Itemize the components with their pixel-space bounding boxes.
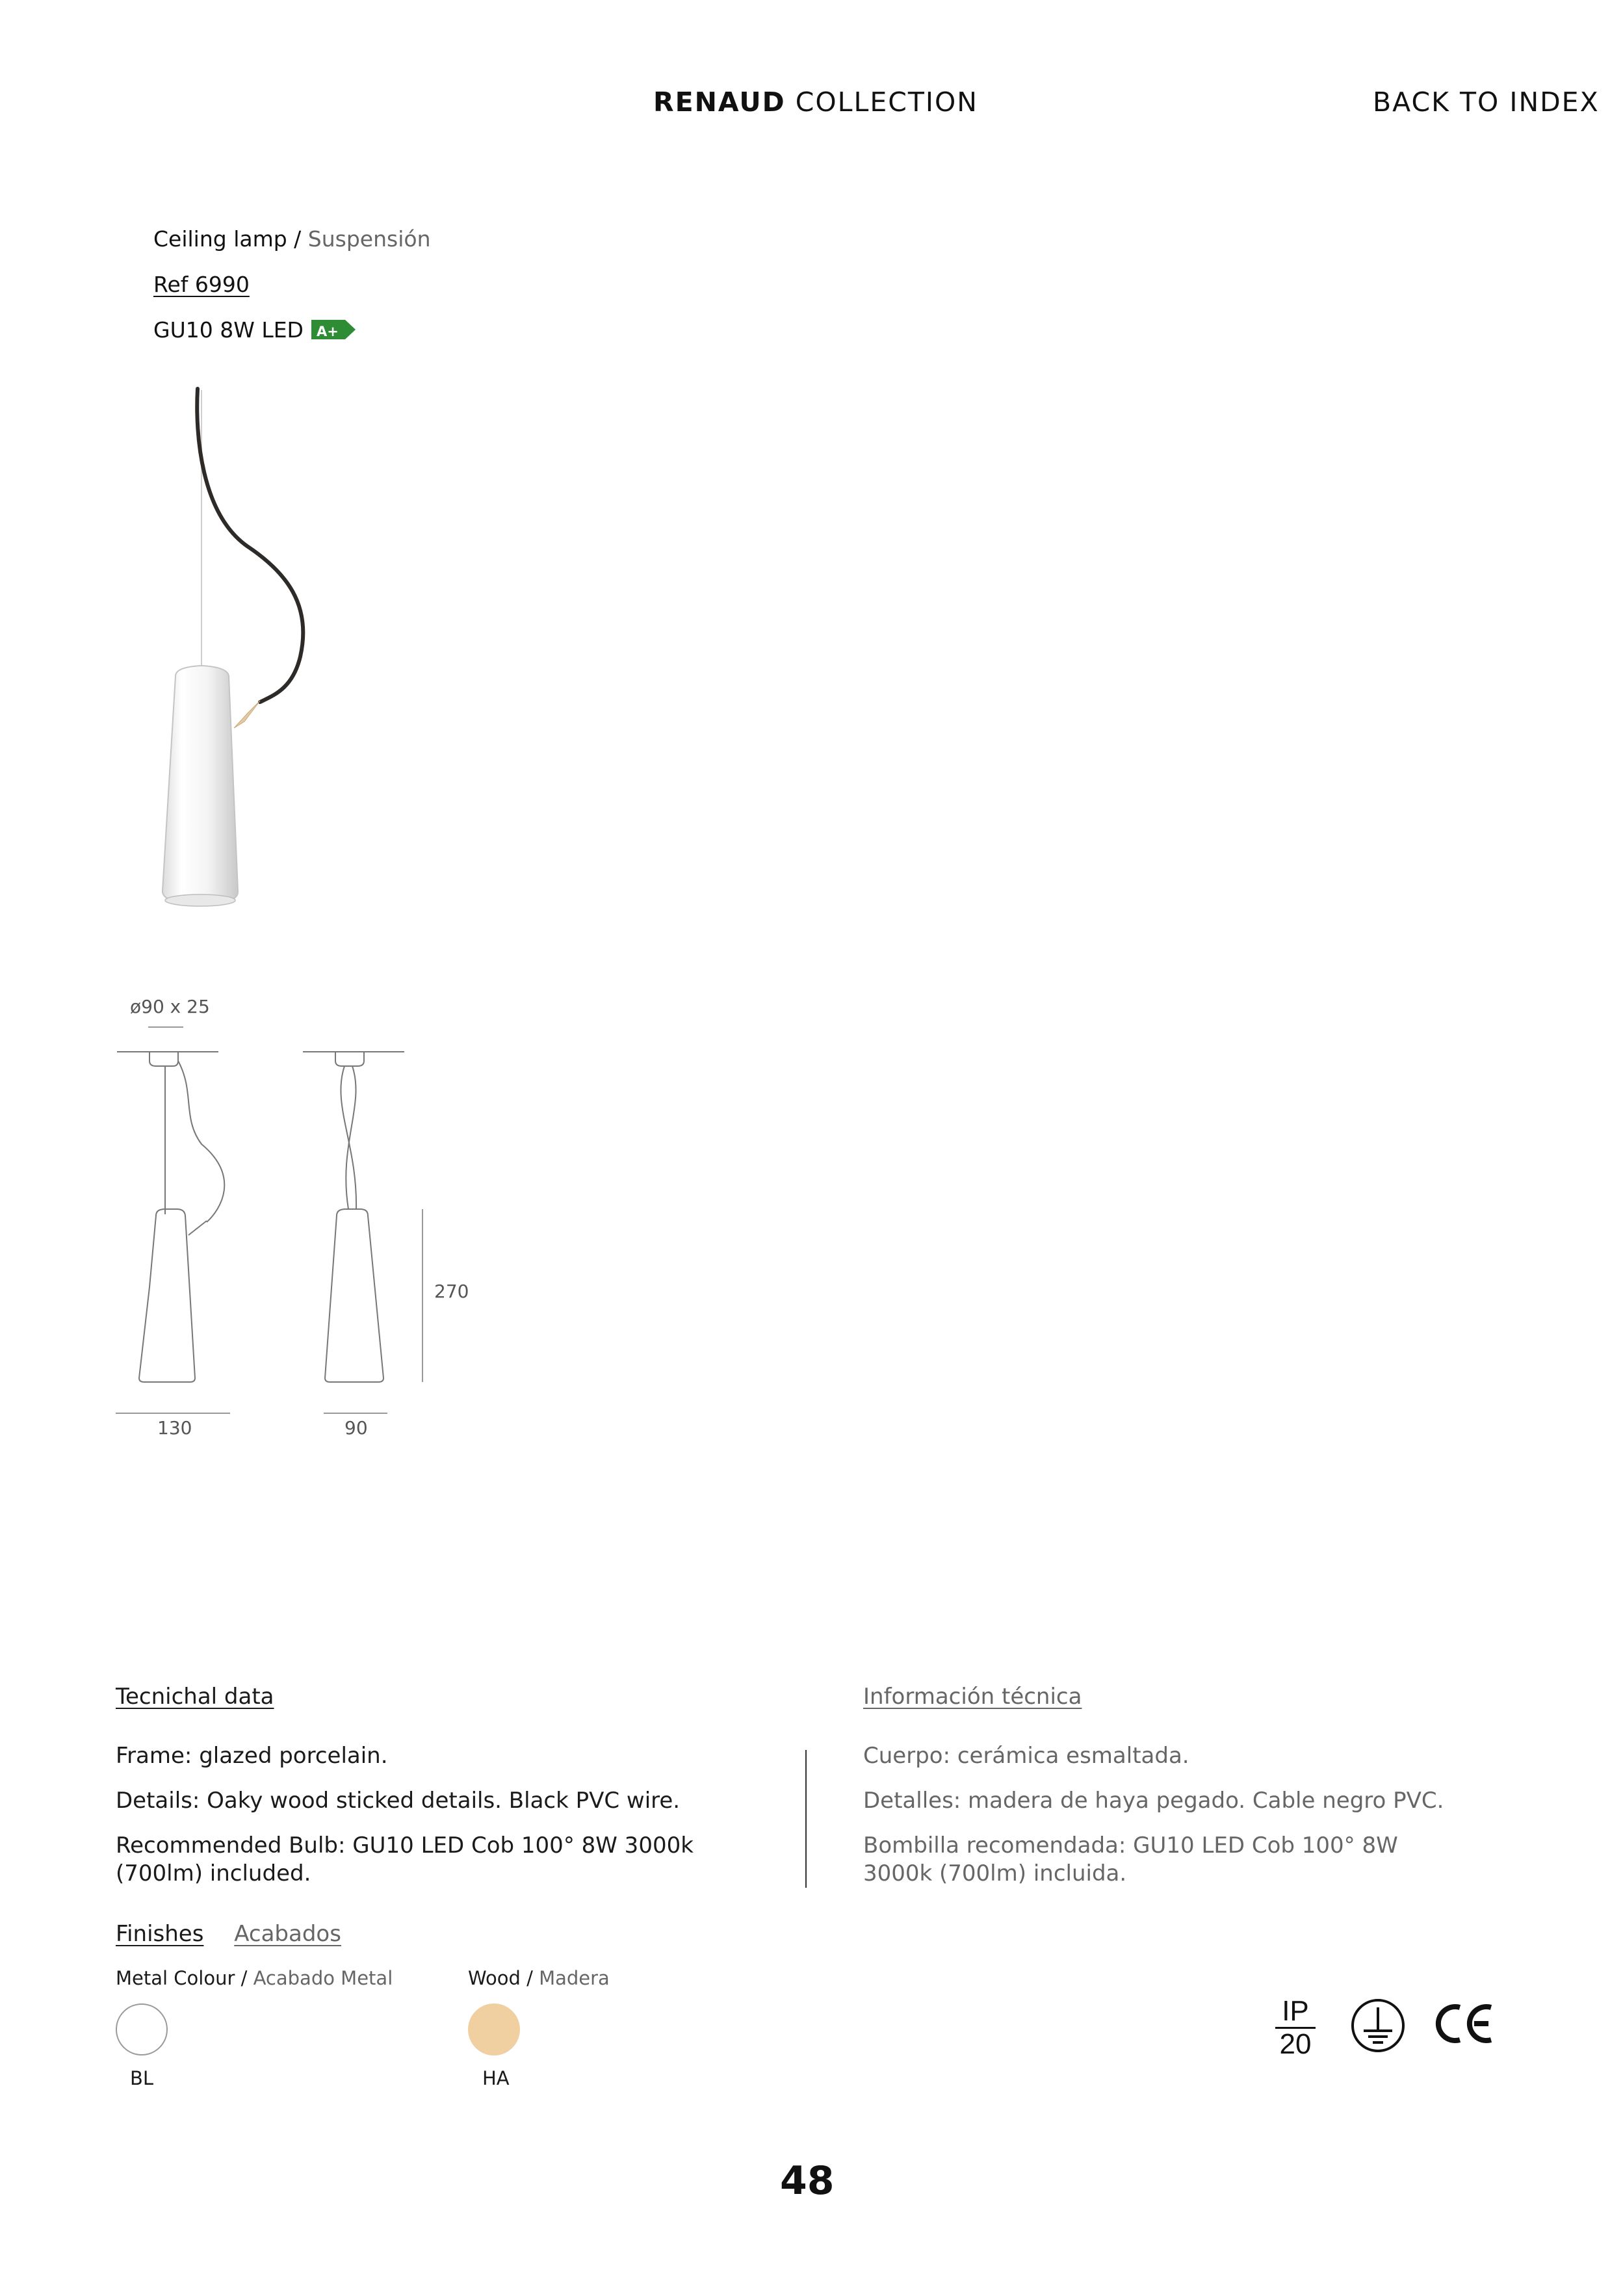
technical-bulb-en: Recommended Bulb: GU10 LED Cob 100° 8W 3000k (700lm) included. — [116, 1833, 694, 1886]
earth-ground-icon — [1349, 1997, 1407, 2054]
collection-word: COLLECTION — [795, 86, 978, 118]
technical-list-en — [116, 1742, 714, 1888]
finishes-title-es: Acabados — [234, 1921, 341, 1947]
product-type-es: Suspensión — [307, 226, 431, 252]
product-type: Ceiling lamp / Suspensión — [153, 226, 431, 252]
finish-code-ha: HA — [482, 2067, 510, 2089]
ip20-bottom: 20 — [1279, 2028, 1312, 2060]
page-number: 48 — [780, 2158, 835, 2204]
ce-mark-icon — [1434, 2001, 1496, 2046]
energy-class-badge: A+ — [311, 320, 345, 339]
technical-bulb-es: Bombilla recomendada: GU10 LED Cob 100° 8W 3000k (700lm) incluida. — [863, 1833, 1398, 1886]
technical-details-en: Details: Oaky wood sticked details. Black PVC wire. — [116, 1788, 681, 1814]
collection-title — [653, 86, 978, 118]
dimension-height: 270 — [434, 1281, 469, 1302]
finish-code-bl: BL — [130, 2067, 154, 2089]
bulb-spec — [153, 317, 345, 343]
product-ref-link[interactable]: Ref 6990 — [153, 272, 250, 297]
product-photo — [130, 384, 338, 917]
finishes-title-en: Finishes — [116, 1921, 204, 1947]
brand-name: RENAUD — [653, 86, 786, 118]
finish-group-metal-label: Metal Colour / Acabado Metal — [116, 1967, 393, 1989]
product-type-en: Ceiling lamp — [153, 226, 287, 252]
back-to-index-link[interactable]: BACK TO INDEX — [1373, 86, 1600, 118]
technical-title-en: Tecnichal data — [116, 1684, 274, 1710]
ip20-top: IP — [1275, 1997, 1316, 2029]
finish-swatch-ha[interactable] — [468, 2003, 520, 2055]
finish-group-wood-label: Wood / Madera — [468, 1967, 610, 1989]
technical-details-es: Detalles: madera de haya pegado. Cable negro PVC. — [863, 1788, 1444, 1814]
dimension-drawing — [110, 1014, 474, 1430]
finishes-title — [116, 1921, 341, 1947]
column-divider — [805, 1750, 807, 1888]
dimension-width-side: 90 — [344, 1417, 368, 1439]
technical-frame-es: Cuerpo: cerámica esmaltada. — [863, 1743, 1189, 1769]
technical-title-es: Información técnica — [863, 1684, 1082, 1710]
dimension-canopy: ø90 x 25 — [130, 996, 210, 1017]
ip20-icon — [1275, 1997, 1316, 2059]
finish-swatch-bl[interactable] — [116, 2003, 168, 2055]
technical-frame-en: Frame: glazed porcelain. — [116, 1743, 388, 1769]
technical-list-es — [863, 1742, 1461, 1888]
dimension-width-front: 130 — [157, 1417, 192, 1439]
bulb-spec-text: GU10 8W LED — [153, 317, 304, 343]
